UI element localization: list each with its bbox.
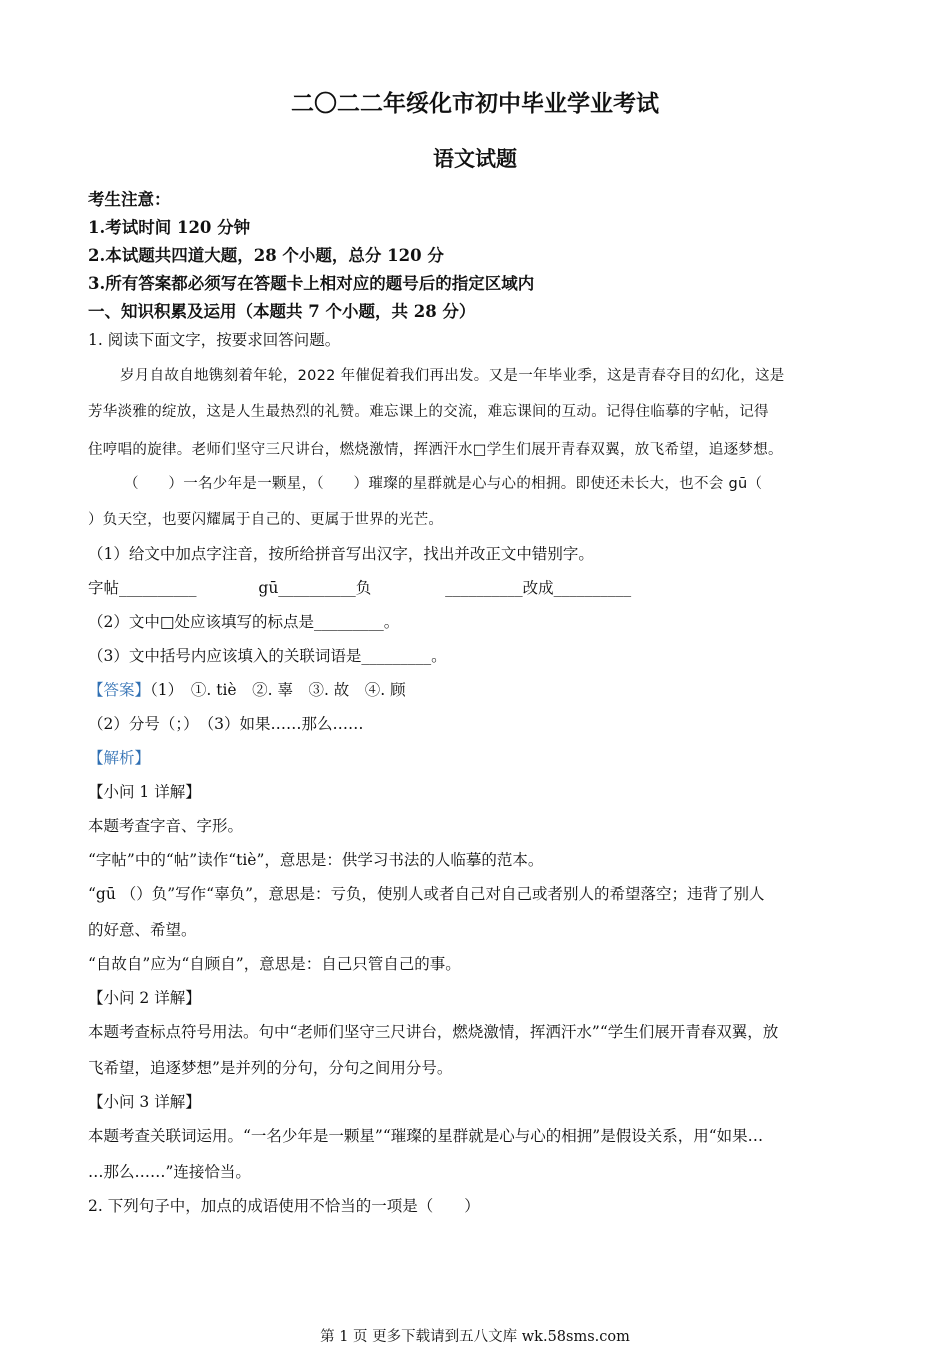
notice-heading: 考生注意：	[88, 190, 171, 209]
passage-line: 住哼唱的旋律。老师们坚守三尺讲台，燃烧激情，挥洒汗水□学生们展开青春双翼，放飞希望，追逐梦想。	[88, 442, 783, 458]
detail-line: 飞希望，追逐梦想”是并列的分句，分句之间用分号。	[88, 1059, 453, 1077]
detail-tag: 【小问 3 详解】	[88, 1093, 201, 1111]
section-heading: 一、知识积累及运用（本题共 7 个小题，共 28 分）	[88, 302, 476, 321]
question-stem: 1. 阅读下面文字，按要求回答问题。	[88, 331, 341, 349]
sub-question: （2）文中□处应该填写的标点是_________。	[88, 613, 400, 631]
answer-tag: 【答案】	[88, 681, 151, 699]
detail-line: “gū （）负”写作“辜负”，意思是：亏负，使别人或者自己对自己或者别人的希望落空；违背了别人	[88, 885, 765, 903]
detail-tag: 【小问 1 详解】	[88, 783, 201, 801]
fill-blank[interactable]: gū__________负	[258, 579, 372, 597]
sub-question: （1）给文中加点字注音，按所给拼音写出汉字，找出并改正文中错别字。	[88, 545, 594, 563]
notice-item: 2.本试题共四道大题，28 个小题，总分 120 分	[88, 246, 444, 265]
detail-line: “自故自”应为“自顾自”，意思是：自己只管自己的事。	[88, 955, 461, 973]
detail-line: 本题考查关联词运用。“一名少年是一颗星”“璀璨的星群就是心与心的相拥”是假设关系，用“如果…	[88, 1127, 764, 1145]
fill-blank[interactable]: __________改成__________	[445, 579, 632, 597]
answer-text: （1） ①. tiè ②. 辜 ③. 故 ④. 顾	[150, 681, 406, 699]
fill-blank-row	[88, 578, 631, 598]
question-stem: 2. 下列句子中，加点的成语使用不恰当的一项是（ ）	[88, 1197, 480, 1215]
passage-line: 岁月自故自地镌刻着年轮，2022 年催促着我们再出发。又是一年毕业季，这是青春夺目的幻化，这是	[120, 368, 785, 384]
notice-item: 1.考试时间 120 分钟	[88, 218, 251, 237]
notice-item: 3.所有答案都必须写在答题卡上相对应的题号后的指定区域内	[88, 274, 535, 293]
detail-line: 本题考查标点符号用法。句中“老师们坚守三尺讲台，燃烧激情，挥洒汗水”“学生们展开青春双翼，放	[88, 1023, 779, 1041]
answer-row	[88, 680, 406, 700]
detail-line: 的好意、希望。	[88, 921, 197, 939]
analysis-tag: 【解析】	[88, 749, 151, 767]
passage-line: 芳华淡雅的绽放，这是人生最热烈的礼赞。难忘课上的交流，难忘课间的互动。记得住临摹的字帖，记得	[88, 404, 769, 420]
answer-text: （2）分号（；） （3）如果……那么……	[88, 715, 364, 733]
detail-line: 本题考查字音、字形。	[88, 817, 244, 835]
detail-tag: 【小问 2 详解】	[88, 989, 201, 1007]
page-subtitle: 语文试题	[433, 146, 517, 171]
sub-question: （3）文中括号内应该填入的关联词语是_________。	[88, 647, 447, 665]
passage-line: （ ）一名少年是一颗星，（ ）璀璨的星群就是心与心的相拥。即使还未长大，也不会 gū（	[124, 476, 763, 492]
page-title: 二〇二二年绥化市初中毕业学业考试	[291, 90, 659, 117]
detail-line: …那么……”连接恰当。	[88, 1163, 251, 1181]
detail-line: “字帖”中的“帖”读作“tiè”，意思是：供学习书法的人临摹的范本。	[88, 851, 544, 869]
fill-blank[interactable]: 字帖__________	[88, 579, 197, 597]
page-footer: 第 1 页 更多下载请到五八文库 wk.58sms.com	[320, 1329, 630, 1345]
passage-line: ）负天空，也要闪耀属于自己的、更属于世界的光芒。	[88, 512, 444, 528]
